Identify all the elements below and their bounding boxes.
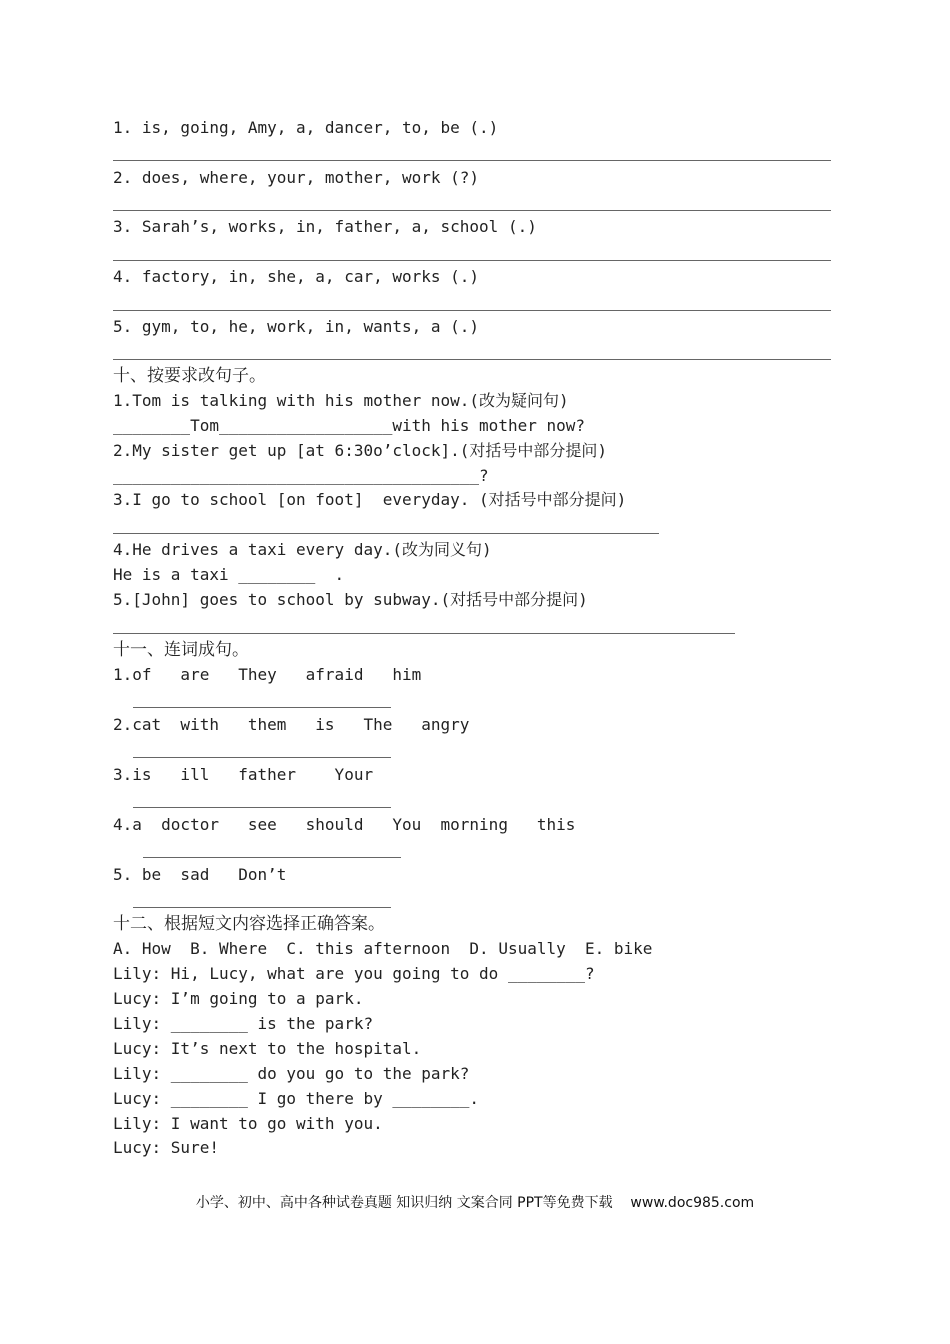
answer-line	[133, 707, 391, 708]
s10-question-2: 2.My sister get up [at 6:30o’clock].(对括号中部分提问)	[113, 441, 608, 460]
s11-item-4: 4.a doctor see should You morning this	[113, 815, 576, 834]
s10-answer-1: ________Tom__________________with his mother now?	[113, 416, 586, 435]
answer-line	[113, 533, 659, 534]
answer-line	[133, 807, 391, 808]
answer-line	[113, 210, 831, 211]
page-footer: 小学、初中、高中各种试卷真题 知识归纳 文案合同 PPT等免费下载 www.doc985.com	[195, 1195, 755, 1211]
s12-options: A. How B. Where C. this afternoon D. Usually E. bike	[113, 939, 653, 958]
s10-question-3: 3.I go to school [on foot] everyday. (对括号中部分提问)	[113, 490, 627, 509]
section-10-title: 十、按要求改句子。	[113, 366, 266, 386]
dialogue-line: Lucy: It’s next to the hospital.	[113, 1039, 422, 1058]
answer-line	[113, 359, 831, 360]
answer-line	[133, 907, 391, 908]
answer-line	[113, 160, 831, 161]
answer-line	[113, 633, 735, 634]
dialogue-line: Lily: Hi, Lucy, what are you going to do ________?	[113, 964, 595, 983]
dialogue-line: Lily: I want to go with you.	[113, 1114, 383, 1133]
reorder-item-2: 2. does, where, your, mother, work (?)	[113, 168, 480, 187]
s10-question-5: 5.[John] goes to school by subway.(对括号中部分提问)	[113, 590, 588, 609]
reorder-item-4: 4. factory, in, she, a, car, works (.)	[113, 267, 480, 286]
s10-question-4: 4.He drives a taxi every day.(改为同义句)	[113, 540, 492, 559]
reorder-item-3: 3. Sarah’s, works, in, father, a, school (.)	[113, 217, 537, 236]
dialogue-line: Lucy: Sure!	[113, 1138, 219, 1157]
answer-line	[143, 857, 401, 858]
s11-item-3: 3.is ill father Your	[113, 765, 374, 784]
section-12-title: 十二、根据短文内容选择正确答案。	[113, 914, 385, 934]
reorder-item-1: 1. is, going, Amy, a, dancer, to, be (.)	[113, 118, 499, 137]
answer-line	[113, 310, 831, 311]
dialogue-line: Lily: ________ is the park?	[113, 1014, 374, 1033]
dialogue-line: Lucy: I’m going to a park.	[113, 989, 364, 1008]
reorder-item-5: 5. gym, to, he, work, in, wants, a (.)	[113, 317, 480, 336]
s11-item-1: 1.of are They afraid him	[113, 665, 422, 684]
dialogue-line: Lucy: ________ I go there by ________.	[113, 1089, 480, 1108]
dialogue-line: Lily: ________ do you go to the park?	[113, 1064, 470, 1083]
s10-question-1: 1.Tom is talking with his mother now.(改为疑问句)	[113, 391, 569, 410]
s10-answer-4: He is a taxi ________ .	[113, 565, 345, 584]
s10-answer-2: ______________________________________?	[113, 466, 489, 485]
s11-item-2: 2.cat with them is The angry	[113, 715, 470, 734]
answer-line	[113, 260, 831, 261]
section-11-title: 十一、连词成句。	[113, 640, 249, 660]
s11-item-5: 5. be sad Don’t	[113, 865, 287, 884]
answer-line	[133, 757, 391, 758]
